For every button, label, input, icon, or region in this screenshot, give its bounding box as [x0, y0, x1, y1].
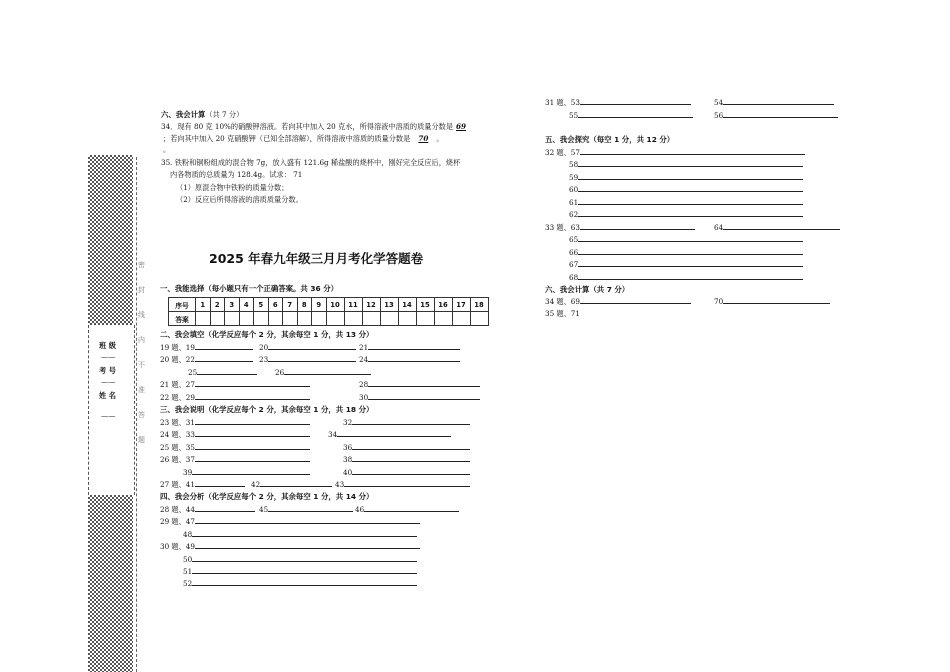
blank[interactable] — [352, 467, 470, 475]
blank[interactable] — [578, 234, 803, 242]
answer-line — [545, 222, 695, 232]
answer-line — [160, 392, 310, 402]
blank[interactable] — [195, 516, 420, 524]
sec2-heading: 二、我会填空（化学反应每个 2 分，其余每空 1 分，共 13 分） — [160, 330, 374, 339]
sec3-heading: 三、我会说明（化学反应每个 2 分，其余每空 1 分，共 18 分） — [160, 405, 374, 414]
answer-cell[interactable] — [416, 312, 434, 326]
table-header-number: 序号 — [169, 298, 196, 312]
table-cell: 18 — [470, 298, 488, 312]
blank-label: 23 题、31 — [160, 418, 195, 427]
blank[interactable] — [195, 379, 310, 387]
table-cell: 2 — [210, 298, 225, 312]
table-cell: 8 — [297, 298, 312, 312]
blank-label: 30 — [359, 393, 369, 402]
exam-number-field: —— — [101, 377, 116, 386]
blank-label: 23 — [259, 355, 269, 364]
seal-line — [136, 157, 137, 672]
answer-cell[interactable] — [254, 312, 269, 326]
answer-cell[interactable] — [312, 312, 327, 326]
blank[interactable] — [352, 454, 470, 462]
table-cell: 13 — [380, 298, 398, 312]
blank[interactable] — [578, 247, 803, 255]
table-cell: 11 — [344, 298, 362, 312]
answer-line — [569, 209, 803, 219]
answer-line — [545, 147, 805, 157]
blank[interactable] — [723, 110, 838, 118]
table-cell: 4 — [239, 298, 254, 312]
blank-label: 40 — [343, 468, 353, 477]
blank[interactable] — [723, 222, 840, 230]
blank-label: 70 — [714, 297, 724, 306]
blank[interactable] — [268, 504, 353, 512]
blank-label: 51 — [183, 567, 193, 576]
blank[interactable] — [195, 479, 245, 487]
seal-char: 线 — [138, 311, 145, 319]
blank-label: 56 — [714, 111, 724, 120]
blank-label: 46 — [355, 505, 365, 514]
blank-label: 59 — [569, 173, 579, 182]
answer-line — [714, 97, 834, 107]
seal-char: 内 — [138, 336, 145, 344]
answer-line — [335, 479, 470, 489]
blank-label: 39 — [183, 468, 193, 477]
blank-label: 68 — [569, 273, 579, 282]
seal-char: 答 — [138, 411, 145, 419]
answer-cell[interactable] — [297, 312, 312, 326]
answer-cell[interactable] — [344, 312, 362, 326]
sec4-heading: 四、我会分析（化学反应每个 2 分，其余每空 1 分，共 14 分） — [160, 492, 374, 501]
blank-label: 28 题、44 — [160, 505, 195, 514]
seal-char: 题 — [138, 436, 145, 444]
table-cell: 15 — [416, 298, 434, 312]
class-label: 班 级 — [99, 341, 116, 350]
answer-line — [160, 504, 255, 514]
blank-label: 20 — [259, 343, 269, 352]
seal-char: 封 — [138, 286, 145, 294]
answer-cell[interactable] — [239, 312, 254, 326]
table-cell: 9 — [312, 298, 327, 312]
answer-line — [328, 429, 451, 439]
blank-label: 36 — [343, 443, 353, 452]
answer-line — [259, 354, 356, 364]
answer-line — [259, 504, 353, 514]
exam-number-label: 考 号 — [99, 366, 116, 375]
answer-table — [168, 297, 489, 326]
table-header-answer: 答案 — [169, 312, 196, 326]
blank[interactable] — [368, 379, 480, 387]
q34-line2 — [163, 134, 444, 143]
answer-line — [259, 342, 356, 352]
table-cell: 7 — [283, 298, 298, 312]
blank-label: 34 — [328, 430, 338, 439]
answer-cell[interactable] — [452, 312, 470, 326]
answer-cell[interactable] — [225, 312, 240, 326]
table-row — [169, 298, 489, 312]
blank[interactable] — [368, 354, 460, 362]
answer-cell[interactable] — [398, 312, 416, 326]
answer-cell[interactable] — [326, 312, 344, 326]
table-cell: 12 — [362, 298, 380, 312]
name-field: —— — [101, 411, 116, 420]
blank-label: 26 — [275, 368, 285, 377]
answer-line — [714, 110, 838, 120]
answer-line — [569, 247, 803, 257]
blank[interactable] — [578, 209, 803, 217]
blank[interactable] — [260, 479, 332, 487]
blank[interactable] — [578, 110, 693, 118]
answer-line — [160, 379, 310, 389]
blank[interactable] — [578, 259, 803, 267]
table-cell: 17 — [452, 298, 470, 312]
answer-line — [714, 296, 830, 306]
answer-cell[interactable] — [283, 312, 298, 326]
page-title: 2025 年春九年级三月月考化学答题卷 — [209, 251, 424, 266]
answer-line — [343, 454, 470, 464]
answer-line — [251, 479, 332, 489]
answer-line — [359, 392, 480, 402]
seal-char: 不 — [138, 361, 145, 369]
blank-label: 34 题、69 — [545, 297, 580, 306]
blank[interactable] — [337, 429, 451, 437]
blank-label: 26 题、37 — [160, 455, 195, 464]
q34-line1 — [161, 122, 466, 131]
blank-label: 24 题、33 — [160, 430, 195, 439]
heading-note: （共 7 分） — [205, 110, 244, 119]
answer-cell[interactable] — [362, 312, 380, 326]
answer-line — [343, 467, 470, 477]
answer-line — [343, 442, 470, 452]
q35-answer-label: 35 题、71 — [545, 309, 580, 318]
answer-line — [160, 342, 253, 352]
table-cell: 5 — [254, 298, 269, 312]
blank[interactable] — [723, 97, 834, 105]
q35-sub1: （1）原混合物中铁粉的质量分数； — [176, 183, 289, 192]
q35-line1: 35. 铁粉和铜粉组成的混合物 7g，放入盛有 121.6g 稀盐酸的烧杯中，刚好完全反应后，烧杯 — [161, 158, 461, 167]
answer-cell[interactable] — [210, 312, 225, 326]
class-field: —— — [101, 352, 116, 361]
blank-label: 20 题、22 — [160, 355, 195, 364]
q35-sub2: （2）反应后所得溶液的溶质质量分数。 — [176, 195, 303, 204]
answer-cell[interactable] — [380, 312, 398, 326]
blank-label: 55 — [569, 111, 579, 120]
blank-label: 25 — [188, 368, 198, 377]
answer-line — [160, 541, 420, 551]
blank[interactable] — [580, 147, 805, 155]
blank[interactable] — [192, 467, 310, 475]
sidebar-pattern-bottom — [88, 495, 133, 672]
blank-label: 30 题、49 — [160, 542, 195, 551]
answer-line — [343, 417, 470, 427]
answer-cell[interactable] — [268, 312, 283, 326]
answer-line — [160, 516, 420, 526]
blank[interactable] — [195, 417, 310, 425]
sidebar-pattern-top — [88, 155, 133, 325]
answer-line — [569, 172, 803, 182]
answer-cell[interactable] — [470, 312, 488, 326]
answer-cell[interactable] — [434, 312, 452, 326]
seal-char: 准 — [138, 386, 145, 394]
answer-line — [569, 197, 803, 207]
answer-line — [569, 184, 803, 194]
blank[interactable] — [580, 222, 695, 230]
answer-line — [355, 504, 459, 514]
answer-line — [160, 454, 310, 464]
blank[interactable] — [578, 184, 803, 192]
blank[interactable] — [195, 504, 255, 512]
blank-label: 29 题、47 — [160, 517, 195, 526]
blank[interactable] — [364, 504, 459, 512]
blank[interactable] — [195, 392, 310, 400]
answer-line — [359, 342, 460, 352]
q35-line2: 内各物质的总质量为 128.4g。试求： 71 — [170, 170, 303, 179]
blank[interactable] — [268, 342, 356, 350]
blank[interactable] — [192, 554, 417, 562]
answer-line — [183, 578, 417, 588]
blank[interactable] — [268, 354, 356, 362]
answer-line — [275, 367, 371, 377]
blank-label: 31 题、53 — [545, 98, 580, 107]
table-cell: 3 — [225, 298, 240, 312]
name-label: 姓 名 — [99, 391, 116, 400]
blank[interactable] — [195, 541, 420, 549]
blank-label: 24 — [359, 355, 369, 364]
answer-line — [160, 417, 310, 427]
blank[interactable] — [368, 342, 460, 350]
table-cell: 16 — [434, 298, 452, 312]
q34-text-end: 。 — [436, 134, 444, 143]
blank-label: 52 — [183, 579, 193, 588]
blank[interactable] — [195, 429, 310, 437]
table-cell: 1 — [196, 298, 211, 312]
blank-label: 43 — [335, 480, 345, 489]
answer-cell[interactable] — [196, 312, 211, 326]
sec6-right-heading: 六、我会计算（共 7 分） — [545, 285, 630, 294]
answer-line — [160, 429, 310, 439]
blank-label: 54 — [714, 98, 724, 107]
blank-label: 22 题、29 — [160, 393, 195, 402]
sec6-top-heading — [161, 110, 243, 119]
answer-line — [188, 367, 257, 377]
seal-char: 密 — [138, 261, 145, 269]
blank[interactable] — [192, 578, 417, 586]
blank[interactable] — [580, 97, 691, 105]
answer-line — [569, 272, 803, 282]
blank[interactable] — [352, 417, 470, 425]
blank-label: 50 — [183, 555, 193, 564]
answer-line — [569, 234, 803, 244]
blank-label: 48 — [183, 530, 193, 539]
blank-label: 65 — [569, 235, 579, 244]
blank[interactable] — [284, 367, 371, 375]
q34-line3: 。 — [163, 145, 171, 154]
answer-line — [714, 222, 840, 232]
blank[interactable] — [344, 479, 470, 487]
answer-line — [569, 259, 803, 269]
answer-line — [359, 354, 460, 364]
blank[interactable] — [578, 197, 803, 205]
blank-label: 64 — [714, 223, 724, 232]
blank[interactable] — [723, 296, 830, 304]
answer-line — [183, 566, 417, 576]
q34-text: 34．现有 80 克 10%的硝酸钾溶液。若向其中加入 20 克水，所得溶液中溶质的质量分数是 — [161, 122, 454, 131]
q34-text-2: ；若向其中加入 20 克硝酸钾（已知全部溶解），所得溶液中溶质的质量分数是 — [163, 134, 411, 143]
heading-text: 六、我会计算 — [161, 110, 206, 119]
answer-line — [545, 97, 691, 107]
blank-label: 62 — [569, 210, 579, 219]
answer-line — [160, 442, 310, 452]
blank[interactable] — [192, 566, 417, 574]
blank[interactable] — [578, 159, 803, 167]
answer-line — [545, 296, 691, 306]
blank-label: 32 题、57 — [545, 148, 580, 157]
blank-label: 28 — [359, 380, 369, 389]
answer-line — [569, 110, 693, 120]
blank[interactable] — [352, 442, 470, 450]
blank[interactable] — [578, 172, 803, 180]
blank[interactable] — [580, 296, 691, 304]
blank-label: 21 — [359, 343, 369, 352]
blank-label: 60 — [569, 185, 579, 194]
q34-answer-1: 69 — [456, 122, 467, 131]
blank-label: 45 — [259, 505, 269, 514]
table-cell: 14 — [398, 298, 416, 312]
answer-line — [160, 354, 253, 364]
blank[interactable] — [195, 454, 310, 462]
table-row — [169, 312, 489, 326]
blank-label: 42 — [251, 480, 261, 489]
answer-line — [359, 379, 480, 389]
blank-label: 61 — [569, 198, 579, 207]
blank-label: 25 题、35 — [160, 443, 195, 452]
answer-line — [183, 467, 310, 477]
table-cell: 6 — [268, 298, 283, 312]
blank[interactable] — [197, 367, 257, 375]
blank[interactable] — [368, 392, 480, 400]
blank[interactable] — [578, 272, 803, 280]
blank-label: 58 — [569, 160, 579, 169]
blank-label: 32 — [343, 418, 353, 427]
q34-answer-2: 70 — [418, 134, 429, 143]
answer-line — [569, 159, 803, 169]
blank-label: 33 题、63 — [545, 223, 580, 232]
blank[interactable] — [192, 529, 417, 537]
blank[interactable] — [195, 442, 310, 450]
student-info-box — [88, 325, 135, 495]
table-cell: 10 — [326, 298, 344, 312]
blank[interactable] — [195, 342, 253, 350]
blank-label: 66 — [569, 248, 579, 257]
blank-label: 38 — [343, 455, 353, 464]
answer-line — [183, 529, 417, 539]
blank-label: 27 题、41 — [160, 480, 195, 489]
blank-label: 67 — [569, 260, 579, 269]
answer-line — [183, 554, 417, 564]
blank[interactable] — [195, 354, 253, 362]
sec5-heading: 五、我会探究（每空 1 分，共 12 分） — [545, 135, 675, 144]
answer-line — [160, 479, 245, 489]
blank-label: 19 题、19 — [160, 343, 195, 352]
blank-label: 21 题、27 — [160, 380, 195, 389]
sec1-heading: 一、我能选择（每小题只有一个正确答案。共 36 分） — [160, 284, 339, 293]
